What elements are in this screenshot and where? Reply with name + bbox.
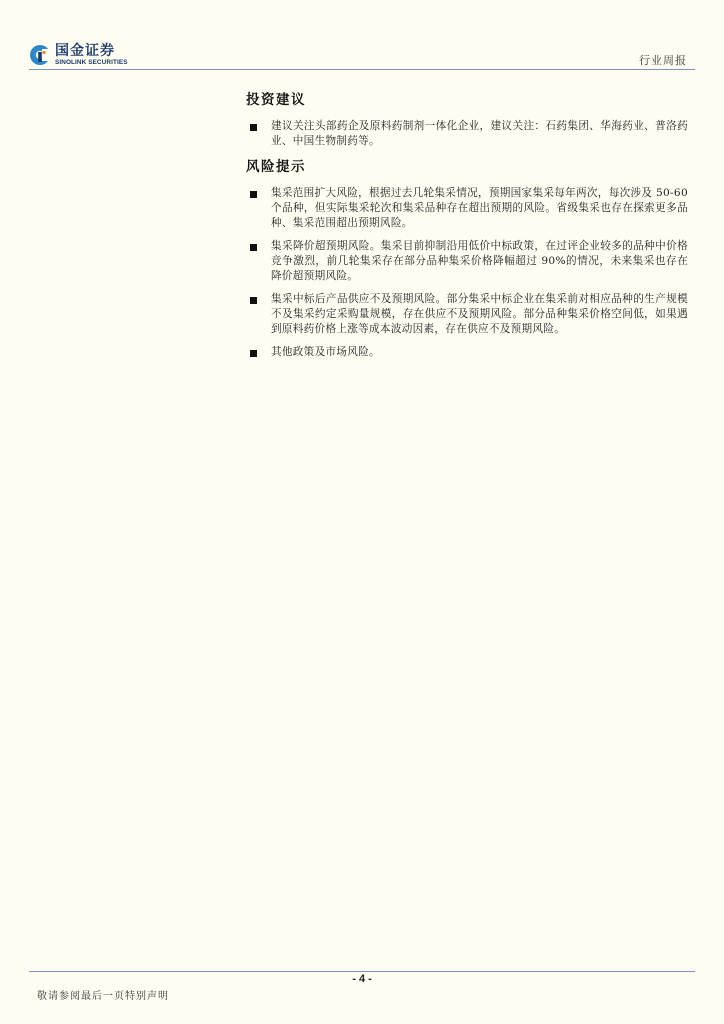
main-content — [246, 90, 688, 360]
company-name-en: SINOLINK SECURITIES — [55, 58, 128, 66]
list-item-text: 集采降价超预期风险。集采目前抑制沿用低价中标政策，在过评企业较多的品种中价格竞争激烈，前几轮集采存在部分品种集采价格降幅超过 90%的情况，未来集采也存在降价超预期风险。 — [271, 240, 688, 282]
list-item — [246, 119, 688, 149]
page-number: - 4 - — [352, 973, 372, 985]
section-title-risk-warning: 风险提示 — [246, 159, 306, 175]
list-item — [246, 239, 688, 284]
square-bullet-icon — [250, 297, 257, 304]
company-logo — [29, 40, 128, 70]
report-type: 行业周报 — [639, 54, 687, 67]
company-name-cn: 国金证券 — [55, 42, 115, 59]
disclaimer-note: 敬请参阅最后一页特别声明 — [37, 991, 169, 1002]
list-item-text: 建议关注头部药企及原料药制剂一体化企业，建议关注：石药集团、华海药业、普洛药业、中国生物制药等。 — [271, 120, 688, 147]
list-item — [246, 292, 688, 337]
section-title-investment-advice: 投资建议 — [246, 92, 306, 108]
list-item-text: 其他政策及市场风险。 — [271, 346, 380, 358]
square-bullet-icon — [250, 124, 257, 131]
risk-warning-list — [246, 186, 688, 360]
square-bullet-icon — [250, 350, 257, 357]
list-item-text: 集采中标后产品供应不及预期风险。部分集采中标企业在集采前对相应品种的生产规模不及集采约定采购量规模，存在供应不及预期风险。部分品种集采价格空间低，如果遇到原料药价格上涨等成本波动因素，存在供应不及预期风险。 — [271, 293, 688, 335]
header-divider — [29, 69, 695, 70]
list-item-text: 集采范围扩大风险，根据过去几轮集采情况，预期国家集采每年两次，每次涉及 50-60 个品种，但实际集采轮次和集采品种存在超出预期的风险。省级集采也存在探索更多品种、集采范围超出预期风险。 — [271, 187, 688, 229]
sinolink-logo-icon — [29, 44, 51, 66]
footer-divider — [29, 971, 695, 972]
list-item — [246, 186, 688, 231]
list-item — [246, 345, 688, 360]
square-bullet-icon — [250, 244, 257, 251]
square-bullet-icon — [250, 191, 257, 198]
investment-advice-list — [246, 119, 688, 149]
